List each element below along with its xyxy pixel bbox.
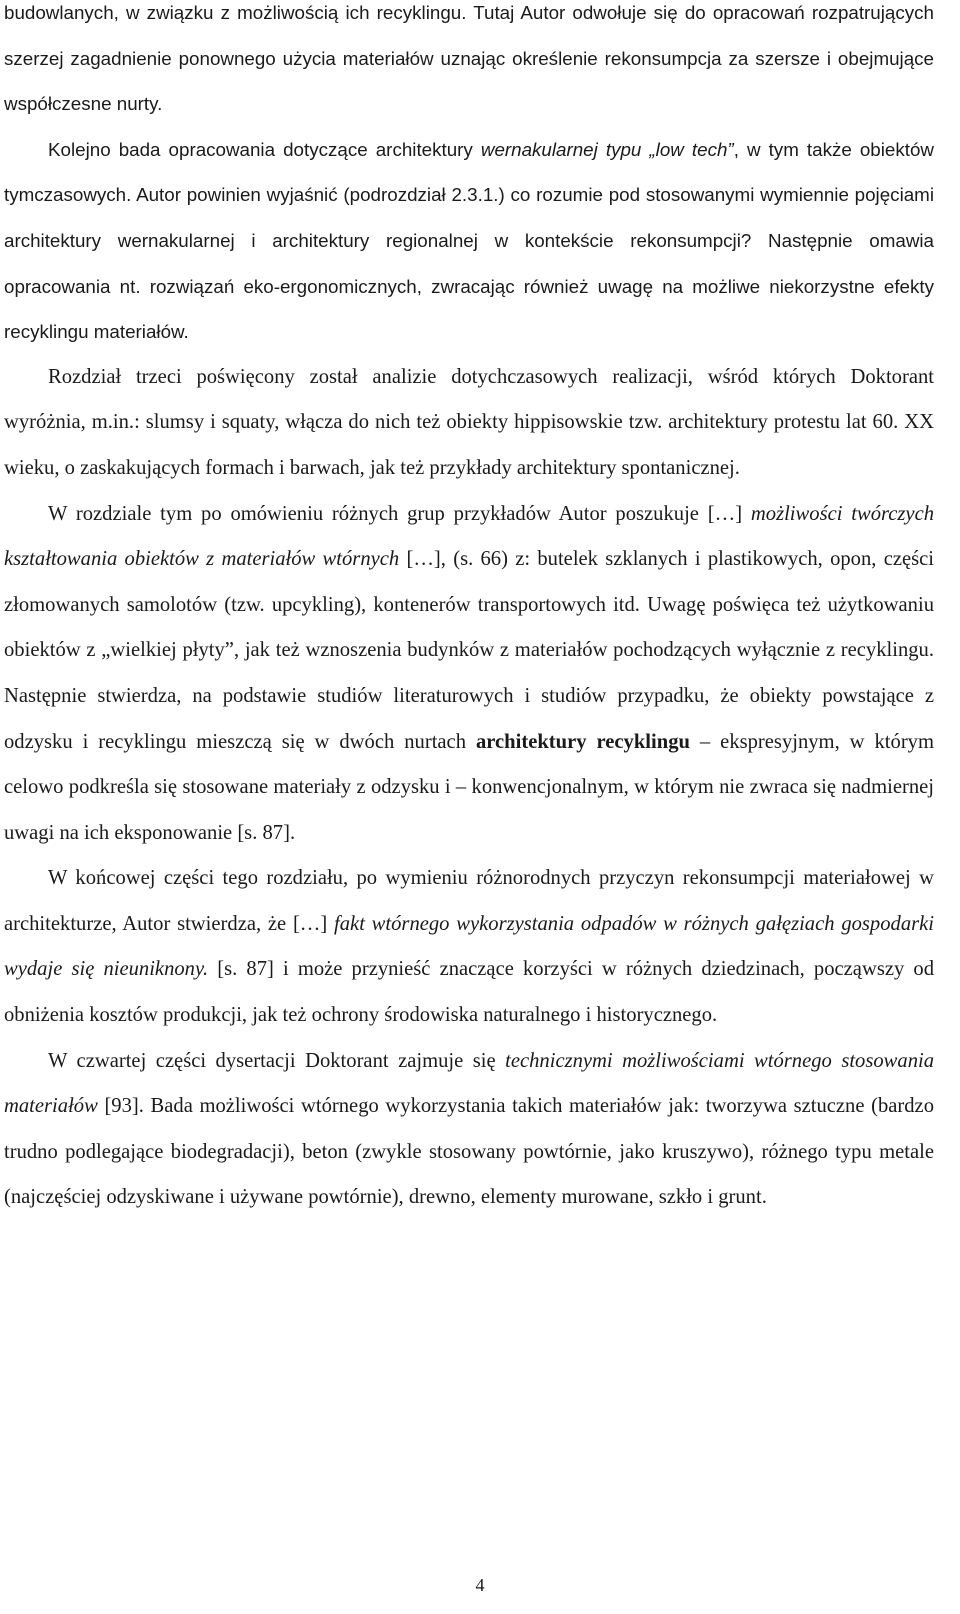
paragraph-5-text-b: [s. 87] i może przynieść znaczące korzyści w różnych dziedzinach, począwszy od obniżenia kosztów produkcji, jak też ochrony środowiska naturalnego i historycznego. [4,958,934,1027]
paragraph-4-italic: możliwości twórczych kształtowania obiektów z materiałów wtórnych [4,502,935,571]
paragraph-5-italic: fakt wtórnego wykorzystania odpadów w różnych gałęziach gospodarki wydaje się nieuniknony. [4,912,934,981]
paragraph-4-text-b: […], (s. 66) z: butelek szklanych i plastikowych, opon, części złomowanych samolotów (tzw. upcykling), kontenerów transportowych itd. Uwagę poświęca też użytkowaniu obiektów z „wielkiej płyty”, jak też wznoszenia budynków z materiałów pochodzących wyłącznie z recyklingu. Następnie stwierdza, na podstawie studiów literaturowych i studiów przypadku, że obiekty powstające z odzysku i recyklingu mieszczą się w dwóch nurtach [4,548,934,753]
paragraph-6-text-a: W czwartej części dysertacji Doktorant zajmuje się [48,1049,506,1072]
paragraph-3-text: Rozdział trzeci poświęcony został analizie dotychczasowych realizacji, wśród których Doktorant wyróżnia, m.in.: slumsy i squaty, włącza do nich też obiekty hippisowskie tzw. architektury protestu lat 60. XX wieku, o zaskakujących formach i barwach, jak też przykłady architektury spontanicznej. [4,365,934,479]
page-number: 4 [475,1575,485,1595]
paragraph-1-text: budowlanych, w związku z możliwością ich recyklingu. Tutaj Autor odwołuje się do opracowań rozpatrujących szerzej zagadnienie ponownego użycia materiałów uznając określenie rekonsumpcja za szersze i obejmujące współczesne nurty. [4,2,934,115]
paragraph-4-text-a: W rozdziale tym po omówieniu różnych grup przykładów Autor poszukuje […] [48,502,751,525]
paragraph-2 [4,127,934,355]
paragraph-1 [4,0,934,127]
paragraph-2-text-a: Kolejno bada opracowania dotyczące architektury [48,138,481,160]
paragraph-6 [4,1039,934,1221]
paragraph-6-text-b: [93]. Bada możliwości wtórnego wykorzystania takich materiałów jak: tworzywa sztuczne (bardzo trudno podlegające biodegradacji), beton (zwykle stosowany powtórnie, jako kruszywo), różnego typu metale (najczęściej odzyskiwane i używane powtórnie), drewno, elementy murowane, szkło i grunt. [4,1095,934,1209]
paragraph-6-italic: technicznymi możliwościami wtórnego stosowania materiałów [4,1049,935,1118]
paragraph-2-text-b: , w tym także obiektów tymczasowych. Autor powinien wyjaśnić (podrozdział 2.3.1.) co rozumie pod stosowanymi wymiennie pojęciami architektury wernakularnej i architektury regionalnej w kontekście rekonsumpcji? Następnie omawia opracowania nt. rozwiązań eko-ergonomicznych, zwracając również uwagę na możliwe niekorzystne efekty recyklingu materiałów. [4,138,934,343]
paragraph-4 [4,492,934,857]
paragraph-5 [4,856,934,1038]
paragraph-4-bold: architektury recyklingu [475,730,690,753]
paragraph-4-text-c: – ekspresyjnym, w którym celowo podkreśla się stosowane materiały z odzysku i – konwencjonalnym, w którym nie zwraca się nadmiernej uwagi na ich eksponowanie [s. 87]. [4,730,935,844]
paragraph-5-text-a: W końcowej części tego rozdziału, po wymieniu różnorodnych przyczyn rekonsumpcji materiałowej w architekturze, Autor stwierdza, że […] [4,867,934,935]
paragraph-2-italic: wernakularnej typu „low tech” [480,138,734,160]
paragraph-3 [4,355,934,492]
document-page [4,0,934,1221]
